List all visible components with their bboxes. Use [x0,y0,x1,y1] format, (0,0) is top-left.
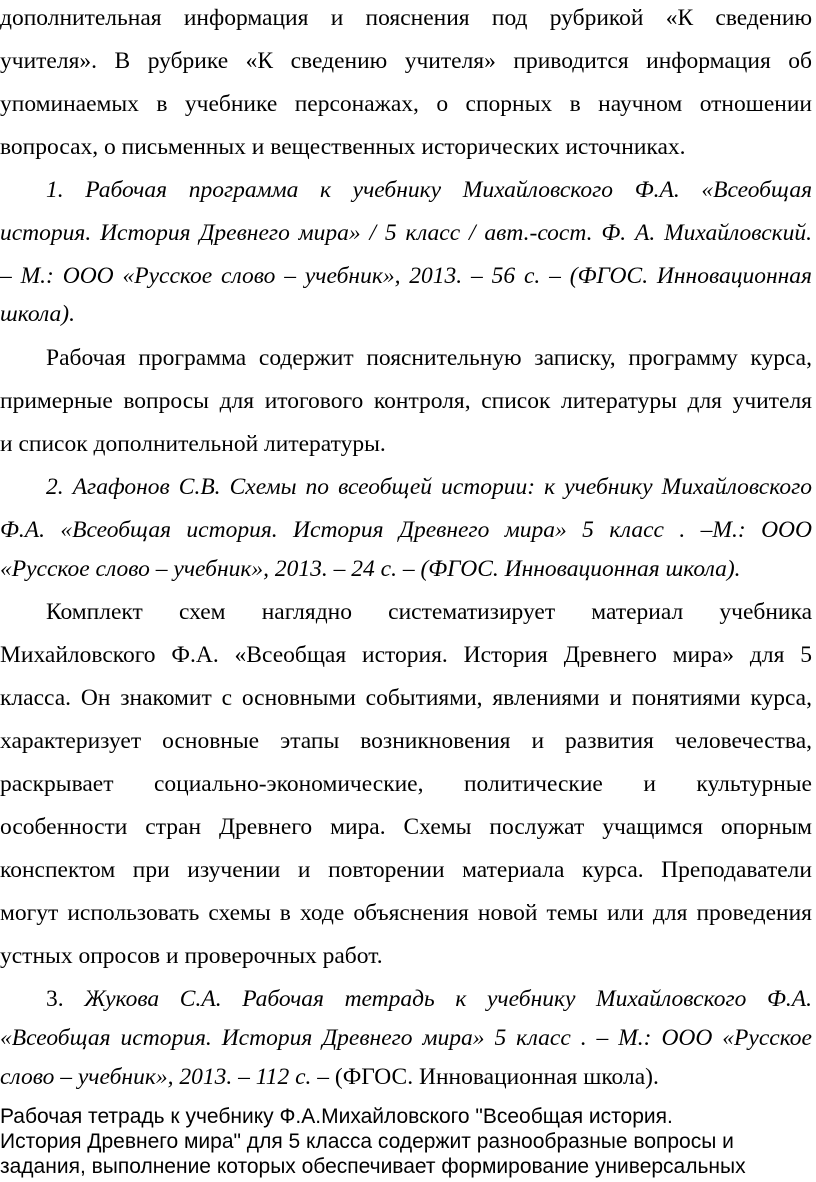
item-1-description: Рабочая программа содержит пояснительную записку, программу курса, [46,345,812,371]
item-2-description: особенности стран Древнего мира. Схемы послужат учащимся опорным [0,814,812,840]
intro-line: дополнительная информация и пояснения под рубрикой «К сведению [0,5,812,31]
bibliography-item-3: «Всеобщая история. История Древнего мира» 5 класс . – М.: ООО «Русское [0,1025,812,1051]
item-3-series: (ФГОС. Инновационная школа). [334,1064,659,1090]
item-2-description: характеризует основные этапы возникновения и развития человечества, [0,728,812,754]
item-2-description: Михайловского Ф.А. «Всеобщая история. История Древнего мира» для 5 [0,642,812,668]
bibliography-item-3 [0,1062,812,1092]
intro-line: вопросах, о письменных и вещественных исторических источниках. [0,134,686,160]
item-1-description: примерные вопросы для итогового контроля, список литературы для учителя [0,388,812,414]
bibliography-item-2: «Русское слово – учебник», 2013. – 24 с. – (ФГОС. Инновационная школа). [0,556,741,582]
item-1-description: и список дополнительной литературы. [0,431,386,457]
item-3-number: 3. [46,986,64,1012]
bibliography-item-2: 2. Агафонов С.В. Схемы по всеобщей истории: к учебнику Михайловского [46,474,812,500]
item-3-description: История Древнего мира" для 5 класса содержит разнообразные вопросы и [0,1130,734,1153]
item-3-description: задания, выполнение которых обеспечивает формирование универсальных [0,1155,746,1178]
bibliography-item-2: Ф.А. «Всеобщая история. История Древнего мира» 5 класс . –М.: ООО [0,517,812,543]
item-3-imprint: слово – учебник», 2013. – 112 с. – [0,1064,330,1090]
item-2-description: класса. Он знакомит с основными событиями, явлениями и понятиями курса, [0,685,812,711]
intro-line: упоминаемых в учебнике персонажах, о спорных в научном отношении [0,91,812,117]
bibliography-item-1: история. История Древнего мира» / 5 класс / авт.-сост. Ф. А. Михайловский. [0,220,812,246]
item-3-description: Рабочая тетрадь к учебнику Ф.А.Михайловского "Всеобщая история. [0,1105,673,1128]
item-2-description: конспектом при изучении и повторении материала курса. Преподаватели [0,857,812,883]
bibliography-item-1: 1. Рабочая программа к учебнику Михайловского Ф.А. «Всеобщая [46,177,812,203]
bibliography-item-1: школа). [0,301,75,327]
item-2-description: устных опросов и проверочных работ. [0,943,383,969]
item-2-description: раскрывает социально-экономические, политические и культурные [0,771,812,797]
bibliography-item-1: – М.: ООО «Русское слово – учебник», 2013. – 56 с. – (ФГОС. Инновационная [0,263,812,289]
item-3-title: Жукова С.А. Рабочая тетрадь к учебнику Михайловского Ф.А. [84,986,812,1012]
item-2-description: Комплект схем наглядно систематизирует материал учебника [46,599,812,625]
bibliography-item-3 [46,984,812,1014]
item-2-description: могут использовать схемы в ходе объяснения новой темы или для проведения [0,900,812,926]
intro-line: учителя». В рубрике «К сведению учителя» приводится информация об [0,48,812,74]
